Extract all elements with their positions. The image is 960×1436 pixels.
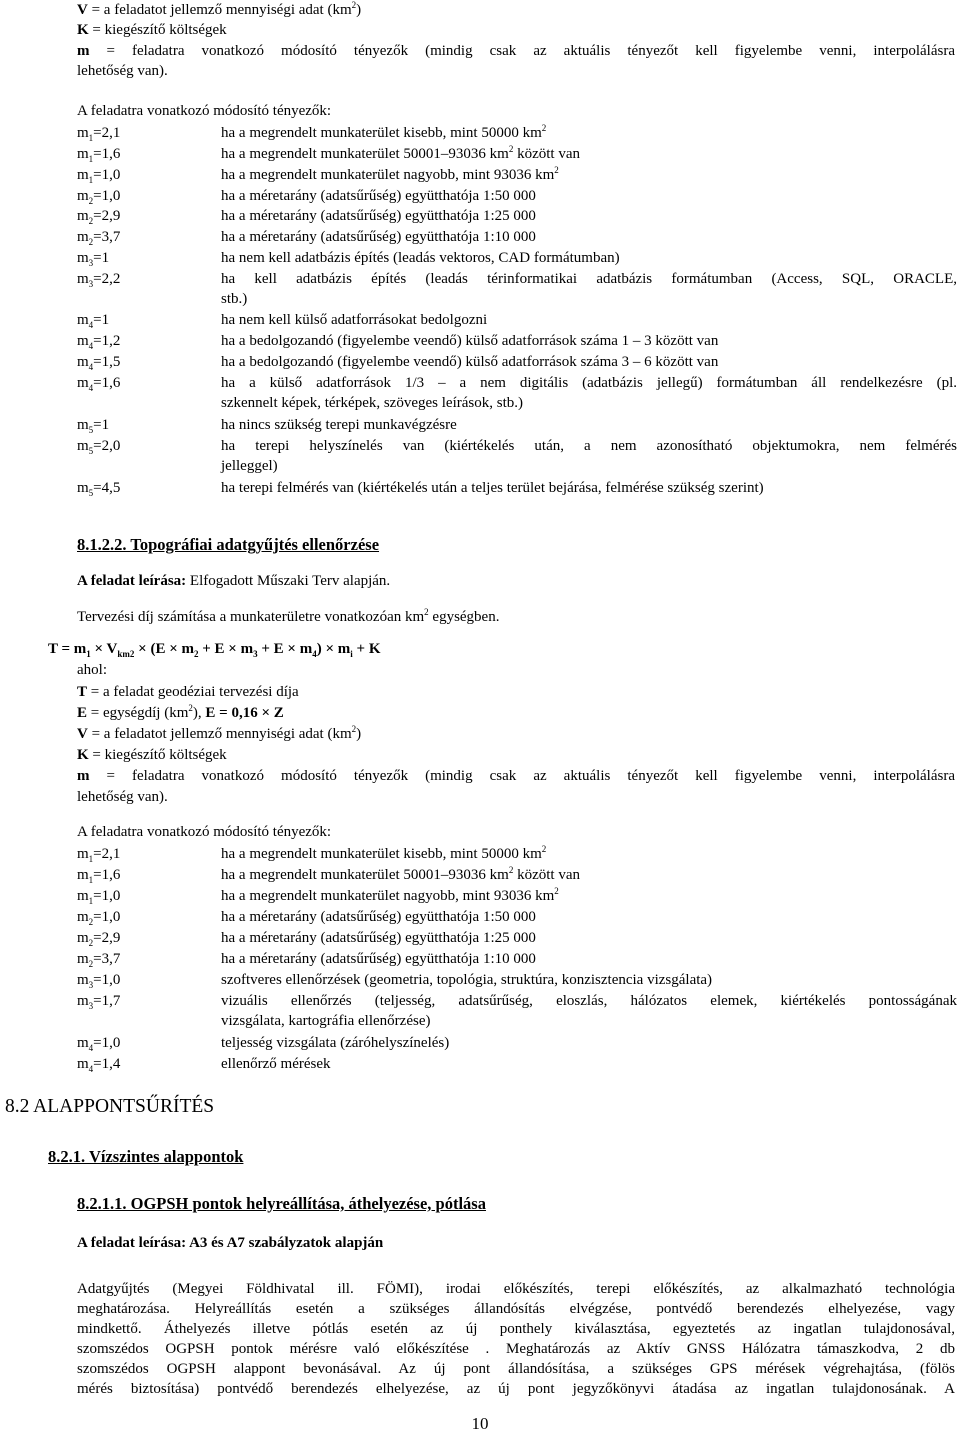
factor-key: $m_3=1,0$ [77,972,121,990]
factor-value: ha nem kell külső adatforrásokat bedolgozni [221,312,488,328]
factor-value: ha terepi felmérés van (kiértékelés után a teljes terület bejárása, felmérése szükség szerint) [221,480,764,496]
factor-value: ha a megrendelt munkaterület nagyobb, mint 93036 $km^2$ [221,886,559,904]
factor-value: ha a megrendelt munkaterület kisebb, mint 50000 $km^2$ [221,123,547,141]
section-heading-82: 8.2 ALAPPONTSŰRÍTÉS [5,1096,215,1117]
m-definition-2: m = feladatra vonatkozó módosító tényezők (mindig csak az aktuális tényezőt kell figyelembe venni, interpolálásra [77,768,955,784]
factor-value: ha a megrendelt munkaterület nagyobb, mint 93036 $km^2$ [221,165,559,183]
factor-key: $m_2=3,7$ [77,951,121,969]
factor-key: $m_2=2,9$ [77,930,121,948]
ahol-label: ahol: [77,662,107,678]
factor-key: $m_2=3,7$ [77,229,121,247]
v-definition: V = a feladatot jellemző mennyiségi adat $(km^2)$ [77,0,362,18]
factor-value: vizuális ellenőrzés (teljesség, adatsűrűség, eloszlás, hálózatos elemek, kiértékelés pontosságának vizsgálata, kartográfia ellenőrzése) [221,993,957,1029]
factor-value: ha a méretarány (adatsűrűség) együtthatója 1:25 000 [221,208,536,224]
factor-key: $m_1=1,6$ [77,146,121,164]
section-heading-8122: 8.1.2.2. Topográfiai adatgyűjtés ellenőrzése [77,535,380,554]
task-description-8211: A feladat leírása: A3 és A7 szabályzatok alapján [77,1235,384,1251]
factor-value: ha terepi helyszínelés van (kiértékelés után, a nem azonosítható objektumokra, nem felmérés jelleggel) [221,438,957,474]
factor-key: $m_2=1,0$ [77,909,121,927]
factor-value: ha a külső adatforrások 1/3 – a nem digitális (adatbázis jellegű) formátumban áll rendelkezésre (pl. szkennelt képek, térképek, szöveges leírások, stb.) [221,375,957,411]
factor-value: teljesség vizsgálata (záróhelyszínelés) [221,1035,450,1051]
factor-value: szoftveres ellenőrzések (geometria, topológia, struktúra, konzisztencia vizsgálata) [221,972,713,988]
factor-key: $m_1=2,1$ [77,846,121,864]
factor-key: $m_1=1,0$ [77,167,121,185]
paragraph-line: Adatgyűjtés (Megyei Földhivatal ill. FÖMI), irodai előkészítés, terepi előkészítés, az alkalmazható technológia [77,1281,955,1297]
factor-key: $m_1=2,1$ [77,125,121,143]
e-definition: E = egységdíj $(km^2)$, E = 0,16 × Z [77,703,284,721]
factor-value: ha a bedolgozandó (figyelembe veendő) külső adatforrások száma 1 – 3 között van [221,333,719,349]
paragraph-line: mérés biztosítása) pontvédő berendezés elhelyezése, az új pont jegyzőkönyvi átadása az ingatlan tulajdonosának. A [77,1381,955,1397]
m-definition-2-cont: lehetőség van). [77,789,168,805]
m-definition-cont: lehetőség van). [77,63,168,79]
factor-value: ha a méretarány (adatsűrűség) együtthatója 1:25 000 [221,930,536,946]
factor-key: $m_4=1,6$ [77,375,121,393]
v-definition-2: V = a feladatot jellemző mennyiségi adat $(km^2)$ [77,724,362,742]
factor-value: ha nincs szükség terepi munkavégzésre [221,417,457,433]
factor-key: $m_5=2,0$ [77,438,121,456]
factor-value: ha a megrendelt munkaterület 50001–93036 $km^2$ között van [221,865,580,883]
factor-key: $m_2=2,9$ [77,208,121,226]
k-definition: K = kiegészítő költségek [77,22,227,38]
paragraph-line: szomszédos OGPSH pontok mérésre való előkészítése . Meghatározás az Aktív GNSS Hálózatra támaszkodva, 2 db [77,1341,955,1357]
factor-key: $m_4=1,5$ [77,354,121,372]
factor-key: $m_1=1,6$ [77,867,121,885]
factors-intro: A feladatra vonatkozó módosító tényezők: [77,103,332,119]
factor-key: $m_4=1,4$ [77,1056,121,1074]
factor-value: ha kell adatbázis építés (leadás térinformatikai adatbázis formátumban (Access, SQL, ORACLE, stb.) [221,271,957,307]
fee-formula: $T = m_1 \times V_{km2} \times (E \times m_2 + E \times m_3 + E \times m_4) \times m_i + K$ [48,641,381,659]
factor-value: ha a bedolgozandó (figyelembe veendő) külső adatforrások száma 3 – 6 között van [221,354,719,370]
factor-value: ha a méretarány (adatsűrűség) együtthatója 1:10 000 [221,229,536,245]
paragraph-line: mindkettő. Áthelyezés illetve pótlás esetén az új ponthely kiválasztása, egyeztetés az ingatlan tulajdonosával, [77,1321,955,1337]
k-definition-2: K = kiegészítő költségek [77,747,227,763]
paragraph-line: meghatározása. Helyreállítás esetén a szükséges állandósítás elvégzése, pontvédő berendezés elhelyezése, vagy [77,1301,955,1317]
paragraph-line: szomszédos OGPSH alappont bevonásával. Az új pont állandósítása, a szükséges GPS mérések végrehajtása, (fölös [77,1361,955,1377]
factor-value: ha a megrendelt munkaterület 50001–93036 $km^2$ között van [221,144,580,162]
factor-value: ellenőrző mérések [221,1056,331,1072]
fee-line: Tervezési díj számítása a munkaterületre vonatkozóan $km^2$ egységben. [77,607,500,625]
factor-key: $m_5=4,5$ [77,480,121,498]
factor-key: $m_3=2,2$ [77,271,121,289]
page-number: 10 [471,1414,489,1433]
factor-key: $m_4=1,0$ [77,1035,121,1053]
factor-key: $m_5=1$ [77,417,110,435]
task-description: A feladat leírása: Elfogadott Műszaki Terv alapján. [77,573,391,589]
factor-value: ha a méretarány (adatsűrűség) együtthatója 1:50 000 [221,188,536,204]
factor-key: $m_1=1,0$ [77,888,121,906]
factor-value: ha a méretarány (adatsűrűség) együtthatója 1:10 000 [221,951,536,967]
body-paragraph [77,1279,955,1399]
factor-key: $m_4=1$ [77,312,110,330]
section-heading-8211: 8.2.1.1. OGPSH pontok helyreállítása, áthelyezése, pótlása [77,1194,486,1213]
m-definition: m = feladatra vonatkozó módosító tényezők (mindig csak az aktuális tényezőt kell figyelembe venni, interpolálásra [77,43,955,59]
factors-intro-2: A feladatra vonatkozó módosító tényezők: [77,824,332,840]
factor-value: ha a megrendelt munkaterület kisebb, mint 50000 $km^2$ [221,844,547,862]
factor-key: $m_3=1,7$ [77,993,121,1011]
section-heading-821: 8.2.1. Vízszintes alappontok [48,1147,244,1166]
factor-key: $m_3=1$ [77,250,110,268]
t-definition: T = a feladat geodéziai tervezési díja [77,684,299,700]
factor-key: $m_4=1,2$ [77,333,121,351]
factor-value: ha a méretarány (adatsűrűség) együtthatója 1:50 000 [221,909,536,925]
factor-key: $m_2=1,0$ [77,188,121,206]
factor-value: ha nem kell adatbázis építés (leadás vektoros, CAD formátumban) [221,250,620,266]
